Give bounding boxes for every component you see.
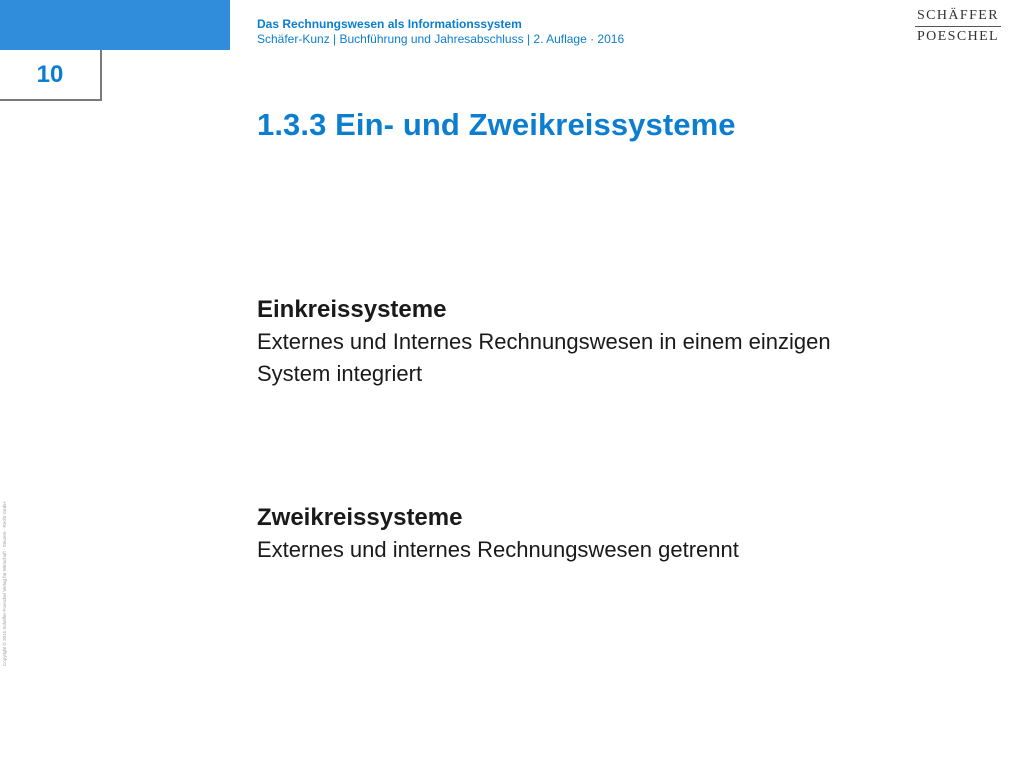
- page-title: 1.3.3 Ein- und Zweikreissysteme: [257, 107, 736, 142]
- section-einkreissysteme: [257, 294, 897, 390]
- header-accent-block: [0, 0, 230, 50]
- header-title: Das Rechnungswesen als Informationssystem: [257, 17, 522, 31]
- section-zweikreissysteme: [257, 502, 897, 566]
- section-body: Externes und internes Rechnungswesen getrennt: [257, 537, 739, 562]
- copyright-notice: [2, 450, 12, 670]
- section-heading: Zweikreissysteme: [257, 504, 463, 531]
- publisher-logo-line-1: SCHÄFFER: [916, 8, 999, 23]
- section-heading: Einkreissysteme: [257, 296, 447, 323]
- publisher-logo-divider: [915, 26, 1001, 27]
- copyright-text: Copyright © 2015 Schäffer-Poeschel Verlag für Wirtschaft · Steuern · Recht GmbH: [2, 501, 7, 666]
- section-body: Externes und Internes Rechnungswesen in einem einzigen System integriert: [257, 329, 831, 386]
- header: [257, 17, 897, 47]
- publisher-logo-line-2: POESCHEL: [917, 29, 999, 44]
- publisher-logo: [915, 8, 1001, 45]
- page-number: 10: [0, 50, 102, 101]
- header-subtitle: Schäfer-Kunz | Buchführung und Jahresabschluss | 2. Auflage · 2016: [257, 32, 625, 46]
